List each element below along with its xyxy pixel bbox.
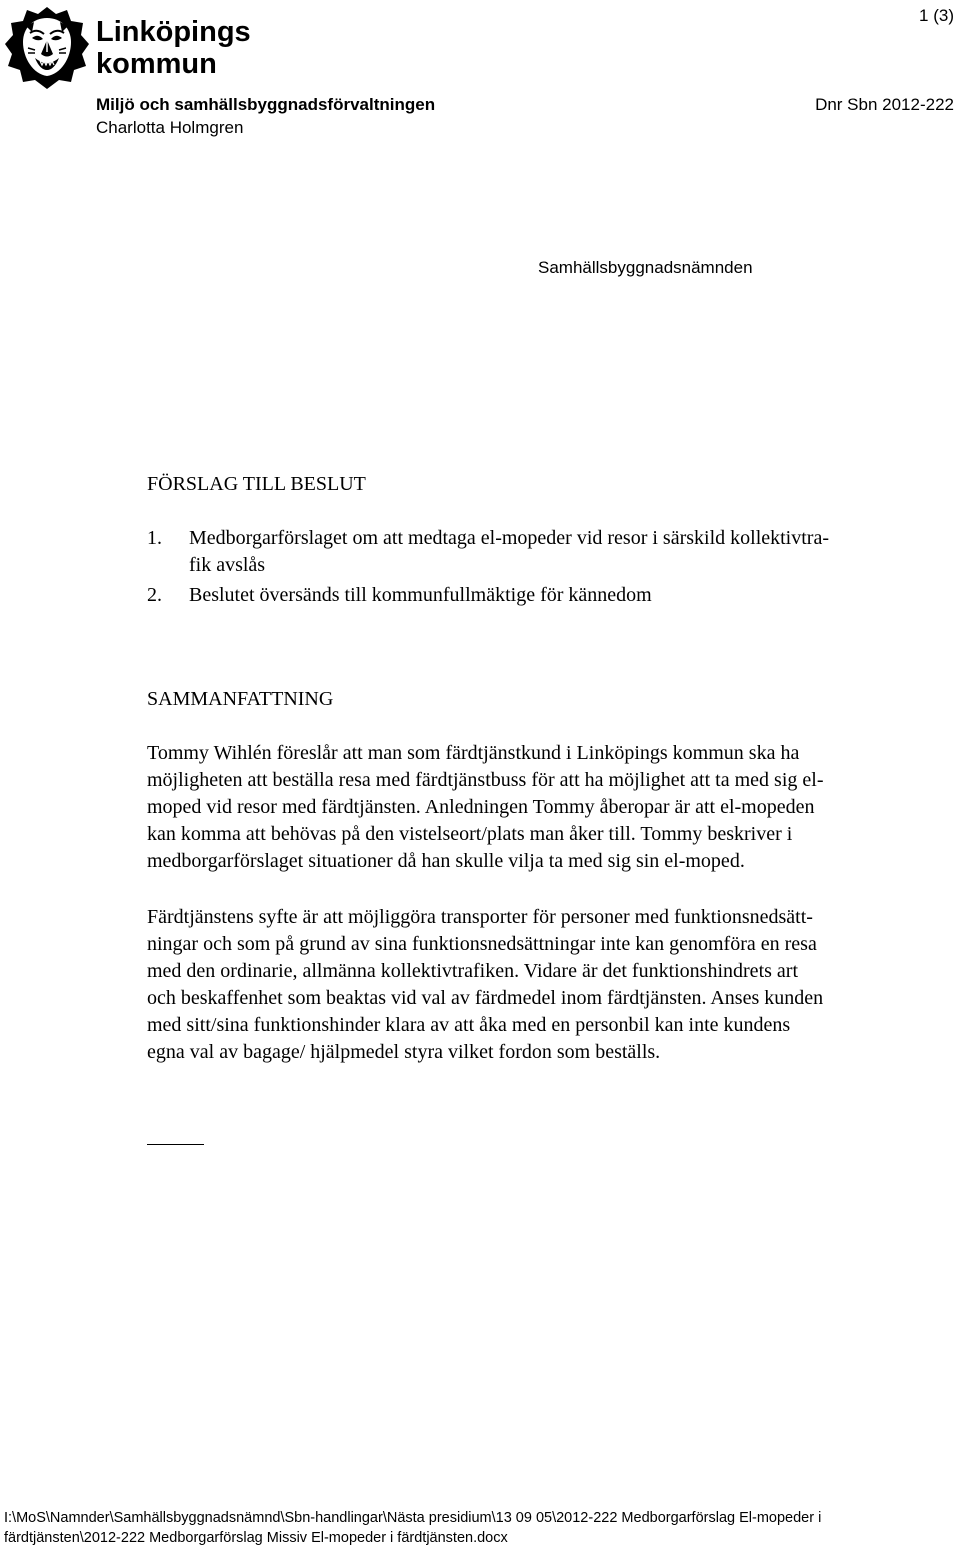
brand-wordmark bbox=[96, 16, 251, 80]
lion-head-icon bbox=[4, 4, 90, 90]
list-item-line: fik avslås bbox=[189, 554, 266, 576]
list-item-line: Beslutet översänds till kommunfullmäktige för kännedom bbox=[189, 584, 652, 606]
paragraph-line: ningar och som på grund av sina funktionsnedsättningar inte kan genomföra en resa bbox=[147, 933, 817, 955]
summary-paragraph-2 bbox=[147, 904, 955, 1066]
summary-paragraph-1 bbox=[147, 740, 955, 875]
recipient: Samhällsbyggnadsnämnden bbox=[538, 258, 753, 277]
proposal-list bbox=[147, 525, 947, 612]
paragraph-line: med sitt/sina funktionshinder klara av att åka med en personbil kan inte kundens bbox=[147, 1014, 791, 1036]
proposal-heading: FÖRSLAG TILL BESLUT bbox=[147, 473, 366, 495]
footer-line: I:\MoS\Namnder\Samhällsbyggnadsnämnd\Sbn-handlingar\Nästa presidium\13 09 05\2012-222 Medborgarförslag El-mopeder i bbox=[4, 1510, 822, 1526]
paragraph-line: möjligheten att beställa resa med färdtjänstbuss för att ha möjlighet att ta med sig el- bbox=[147, 769, 824, 791]
paragraph-line: med den ordinarie, allmänna kollektivtrafiken. Vidare är det funktionshindrets art bbox=[147, 960, 798, 982]
paragraph-line: egna val av bagage/ hjälpmedel styra vilket fordon som beställs. bbox=[147, 1041, 661, 1063]
author-name: Charlotta Holmgren bbox=[96, 118, 244, 137]
list-item bbox=[147, 582, 947, 609]
paragraph-line: medborgarförslaget situationer då han skulle vilja ta med sig sin el-moped. bbox=[147, 850, 745, 872]
department-name: Miljö och samhällsbyggnadsförvaltningen bbox=[96, 95, 436, 114]
case-number: Dnr Sbn 2012-222 bbox=[815, 95, 954, 114]
list-item-number: 2. bbox=[147, 584, 162, 606]
summary-heading: SAMMANFATTNING bbox=[147, 688, 334, 710]
paragraph-line: och beskaffenhet som beaktas vid val av färdmedel inom färdtjänsten. Anses kunden bbox=[147, 987, 824, 1009]
paragraph-line: Färdtjänstens syfte är att möjliggöra transporter för personer med funktionsnedsätt- bbox=[147, 906, 813, 928]
brand-line-2: kommun bbox=[96, 48, 217, 80]
page-number: 1 (3) bbox=[919, 6, 954, 25]
list-item-number: 1. bbox=[147, 527, 162, 549]
list-item-line: Medborgarförslaget om att medtaga el-mopeder vid resor i särskild kollektivtra- bbox=[189, 527, 829, 549]
file-path-footer bbox=[4, 1508, 821, 1548]
paragraph-line: kan komma att behövas på den vistelseort/plats man åker till. Tommy beskriver i bbox=[147, 823, 793, 845]
brand-line-1: Linköpings bbox=[96, 16, 251, 48]
footnote-separator bbox=[147, 1144, 204, 1145]
list-item bbox=[147, 525, 947, 579]
footer-line: färdtjänsten\2012-222 Medborgarförslag Missiv El-mopeder i färdtjänsten.docx bbox=[4, 1530, 508, 1546]
paragraph-line: moped vid resor med färdtjänsten. Anledningen Tommy åberopar är att el-mopeden bbox=[147, 796, 815, 818]
paragraph-line: Tommy Wihlén föreslår att man som färdtjänstkund i Linköpings kommun ska ha bbox=[147, 742, 800, 764]
